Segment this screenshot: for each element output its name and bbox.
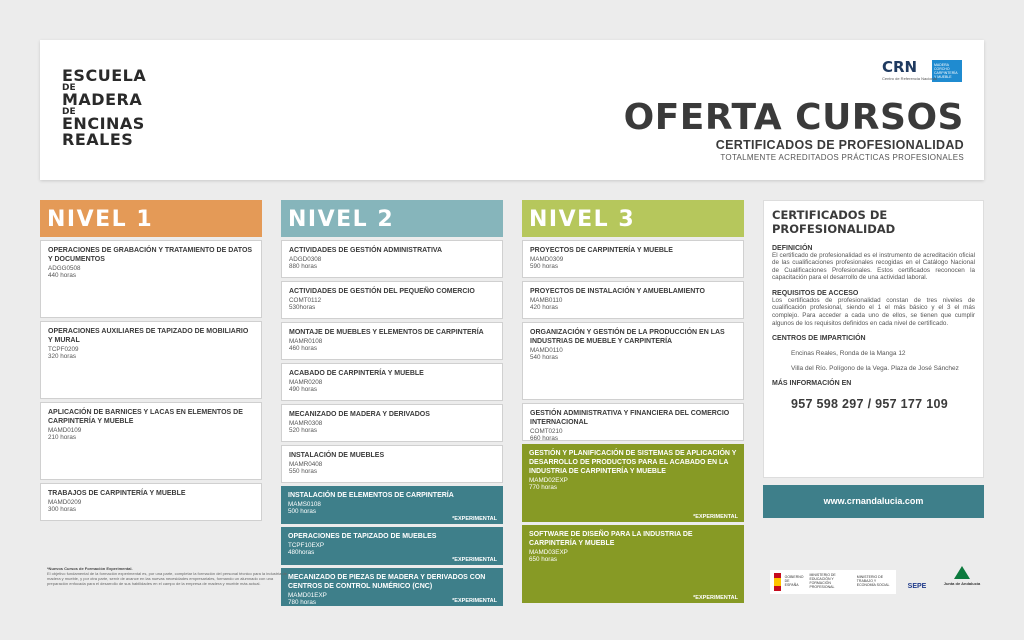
course-card [281,363,503,401]
course-hours: 320 horas [48,353,77,361]
course-card [522,281,744,319]
course-code: MAMR0308 [289,420,323,428]
course-code: TCPF10EXP [288,542,325,550]
center-location: Encinas Reales, Ronda de la Manga 12 [791,350,906,358]
experimental-tag: *EXPERIMENTAL [693,595,738,601]
experimental-course-card [522,525,744,603]
course-title: MECANIZADO DE PIEZAS DE MADERA Y DERIVADOS CON CENTROS DE CONTROL NUMÉRICO (CNC) [288,574,486,591]
course-code: TCPF0209 [48,346,79,354]
course-hours: 780 horas [288,599,317,607]
course-card [281,322,503,360]
course-code: MAMD0110 [530,347,563,355]
nivel-2-header: NIVEL 2 [281,200,503,237]
experimental-course-card [522,444,744,522]
course-title: ORGANIZACIÓN Y GESTIÓN DE LA PRODUCCIÓN EN LAS INDUSTRIAS DE MUEBLE Y CARPINTERÍA [530,329,725,346]
course-code: MAMD0309 [530,256,564,264]
requirements-heading: REQUISITOS DE ACCESO [772,289,859,297]
logo-line: REALES [62,130,134,150]
course-hours: 550 horas [289,468,318,476]
experimental-course-card [281,486,503,524]
nivel-3-header: NIVEL 3 [522,200,744,237]
course-code: ADGG0508 [48,265,81,273]
course-code: MAMS0108 [288,501,321,509]
logo-line: ESCUELA [62,66,147,85]
course-code: MAMD0109 [48,427,82,435]
website-link[interactable]: www.crnandalucia.com [763,485,984,518]
school-logo [62,68,146,148]
course-title: APLICACIÓN DE BARNICES Y LACAS EN ELEMENTOS DE CARPINTERÍA Y MUEBLE [48,409,243,426]
course-card [281,281,503,319]
course-hours: 480horas [288,549,315,557]
junta-emblem-icon [954,566,970,579]
experimental-note [47,566,287,586]
course-title: ACTIVIDADES DE GESTIÓN ADMINISTRATIVA [289,247,443,254]
logo-line: MADERA [62,90,143,110]
course-title: OPERACIONES AUXILIARES DE TAPIZADO DE MOBILIARIO Y MURAL [48,328,249,345]
nivel-1-header: NIVEL 1 [40,200,262,237]
course-card [40,240,262,318]
crn-logo [882,58,962,86]
header-banner [40,40,984,180]
course-hours: 500 horas [288,508,317,516]
crn-mark: CRN [882,58,918,76]
course-code: MAMD03EXP [529,549,568,557]
course-title: INSTALACIÓN DE ELEMENTOS DE CARPINTERÍA [288,492,454,499]
experimental-course-card [281,568,503,606]
logo-line: DE [62,107,76,118]
course-card [40,402,262,480]
ministry-text: MINISTERIO DE EDUCACIÓN Y FORMACIÓN PROFESIONAL [809,573,836,589]
course-title: OPERACIONES DE GRABACIÓN Y TRATAMIENTO DE DATOS Y DOCUMENTOS [48,247,253,264]
logo-line: DE [62,83,76,93]
info-panel-title: CERTIFICADOS DE PROFESIONALIDAD [772,208,896,237]
course-code: ADGD0308 [289,256,322,264]
course-code: MAMR0208 [289,379,323,387]
course-hours: 490 horas [289,386,318,394]
experimental-course-card [281,527,503,565]
course-card [522,322,744,400]
note-heading: *Nuevos Cursos de Formación Experimental. [47,566,133,571]
course-title: INSTALACIÓN DE MUEBLES [289,452,385,459]
course-code: MAMD01EXP [288,592,327,600]
experimental-tag: *EXPERIMENTAL [452,516,497,522]
course-code: COMT0210 [530,428,563,436]
course-card [281,240,503,278]
course-card [40,321,262,399]
course-title: TRABAJOS DE CARPINTERÍA Y MUEBLE [48,490,186,497]
course-card [281,445,503,483]
course-code: MAMD02EXP [529,477,568,485]
definition-text: El certificado de profesionalidad es el instrumento de acreditación oficial de las cualificaciones profesionales recogidas en el Catálogo Nacional de Cualificaciones Profesionales. Estos certificados reconocen la capacitación para el desarrollo de una actividad laboral. [772,251,975,282]
nivel-1-column [40,200,262,521]
info-panel [763,200,984,478]
course-hours: 440 horas [48,272,77,280]
course-hours: 210 horas [48,434,77,442]
course-title: OPERACIONES DE TAPIZADO DE MUEBLES [288,533,437,540]
course-card [522,240,744,278]
note-text: El objetivo fundamental de la formación experimental es, por una parte, completar la formación del personal técnico para la industria de madera y mueble, y por otra parte, servir de avance en las nuevas necesidades empresariales, formando un alumnado con una preparación enfocada para el desarrollo de sus habilidades en el campo de la empresa de madera y mueble más actual. [47,571,287,586]
phone-numbers[interactable]: 957 598 297 / 957 177 109 [791,397,948,412]
course-hours: 650 horas [529,556,558,564]
course-card [522,403,744,441]
course-title: ACABADO DE CARPINTERÍA Y MUEBLE [289,370,424,377]
course-hours: 520 horas [289,427,318,435]
crn-sub: Centro de Referencia Nacional [882,76,937,81]
course-title: ACTIVIDADES DE GESTIÓN DEL PEQUEÑO COMERCIO [289,288,475,295]
course-code: MAMR0108 [289,338,323,346]
course-hours: 540 horas [530,354,559,362]
sepe-logo: SEPE [907,583,927,590]
course-hours: 590 horas [530,263,559,271]
course-code: MAMB0110 [530,297,563,305]
course-title: PROYECTOS DE CARPINTERÍA Y MUEBLE [530,247,673,254]
course-code: COMT0112 [289,297,322,305]
course-title: GESTIÓN ADMINISTRATIVA Y FINANCIERA DEL COMERCIO INTERNACIONAL [530,410,730,427]
crn-badge: MADERA CORCHO CARPINTERÍA Y MUEBLE [932,60,962,82]
course-hours: 770 horas [529,484,558,492]
junta-text: Junta de Andalucía [943,581,981,586]
course-hours: 300 horas [48,506,77,514]
course-title: GESTIÓN Y PLANIFICACIÓN DE SISTEMAS DE APLICACIÓN Y DESARROLLO DE PRODUCTOS PARA EL ACABADO EN LA INDUSTRIA DE CARPINTERÍA Y MUEBLE [529,450,737,476]
sponsor-logos [770,568,984,598]
more-info-heading: MÁS INFORMACIÓN EN [772,380,852,388]
course-hours: 530horas [289,304,316,312]
gob-text: GOBIERNO DE ESPAÑA [784,575,804,587]
course-card [281,404,503,442]
course-title: MECANIZADO DE MADERA Y DERIVADOS [289,411,430,418]
logo-line: ENCINAS [62,114,145,134]
course-title: SOFTWARE DE DISEÑO PARA LA INDUSTRIA DE CARPINTERÍA Y MUEBLE [529,531,693,548]
course-code: MAMR0408 [289,461,323,469]
page-subtitle-secondary: TOTALMENTE ACREDITADOS PRÁCTICAS PROFESIONALES [720,153,964,162]
centers-heading: CENTROS DE IMPARTICIÓN [772,335,866,343]
spain-flag-icon [774,573,781,591]
page-subtitle: CERTIFICADOS DE PROFESIONALIDAD [715,138,964,152]
course-title: PROYECTOS DE INSTALACIÓN Y AMUEBLAMIENTO [530,288,705,295]
center-location: Villa del Río. Polígono de la Vega. Plaza de José Sánchez [791,365,959,373]
nivel-2-column [281,200,503,606]
page-title: OFERTA CURSOS [623,97,964,138]
requirements-text: Los certificados de profesionalidad constan de tres niveles de cualificación profesional, siendo el 1 el más básico y el 3 el más complejo. Para acceder a cada uno de ellos, se tienen que cumplir algunos de los requisitos definidos en cada nivel de certificado. [772,296,975,327]
course-title: MONTAJE DE MUEBLES Y ELEMENTOS DE CARPINTERÍA [289,329,484,336]
experimental-tag: *EXPERIMENTAL [452,557,497,563]
definition-heading: DEFINICIÓN [772,244,813,252]
government-logo [770,570,896,594]
course-hours: 460 horas [289,345,318,353]
experimental-tag: *EXPERIMENTAL [693,514,738,520]
course-hours: 660 horas [530,435,559,443]
course-code: MAMD0209 [48,499,82,507]
course-hours: 420 horas [530,304,559,312]
course-hours: 880 horas [289,263,318,271]
nivel-3-column [522,200,744,603]
junta-logo [942,566,982,600]
ministry-text: MINISTERIO DE TRABAJO Y ECONOMÍA SOCIAL [856,575,890,587]
course-card [40,483,262,521]
experimental-tag: *EXPERIMENTAL [452,598,497,604]
